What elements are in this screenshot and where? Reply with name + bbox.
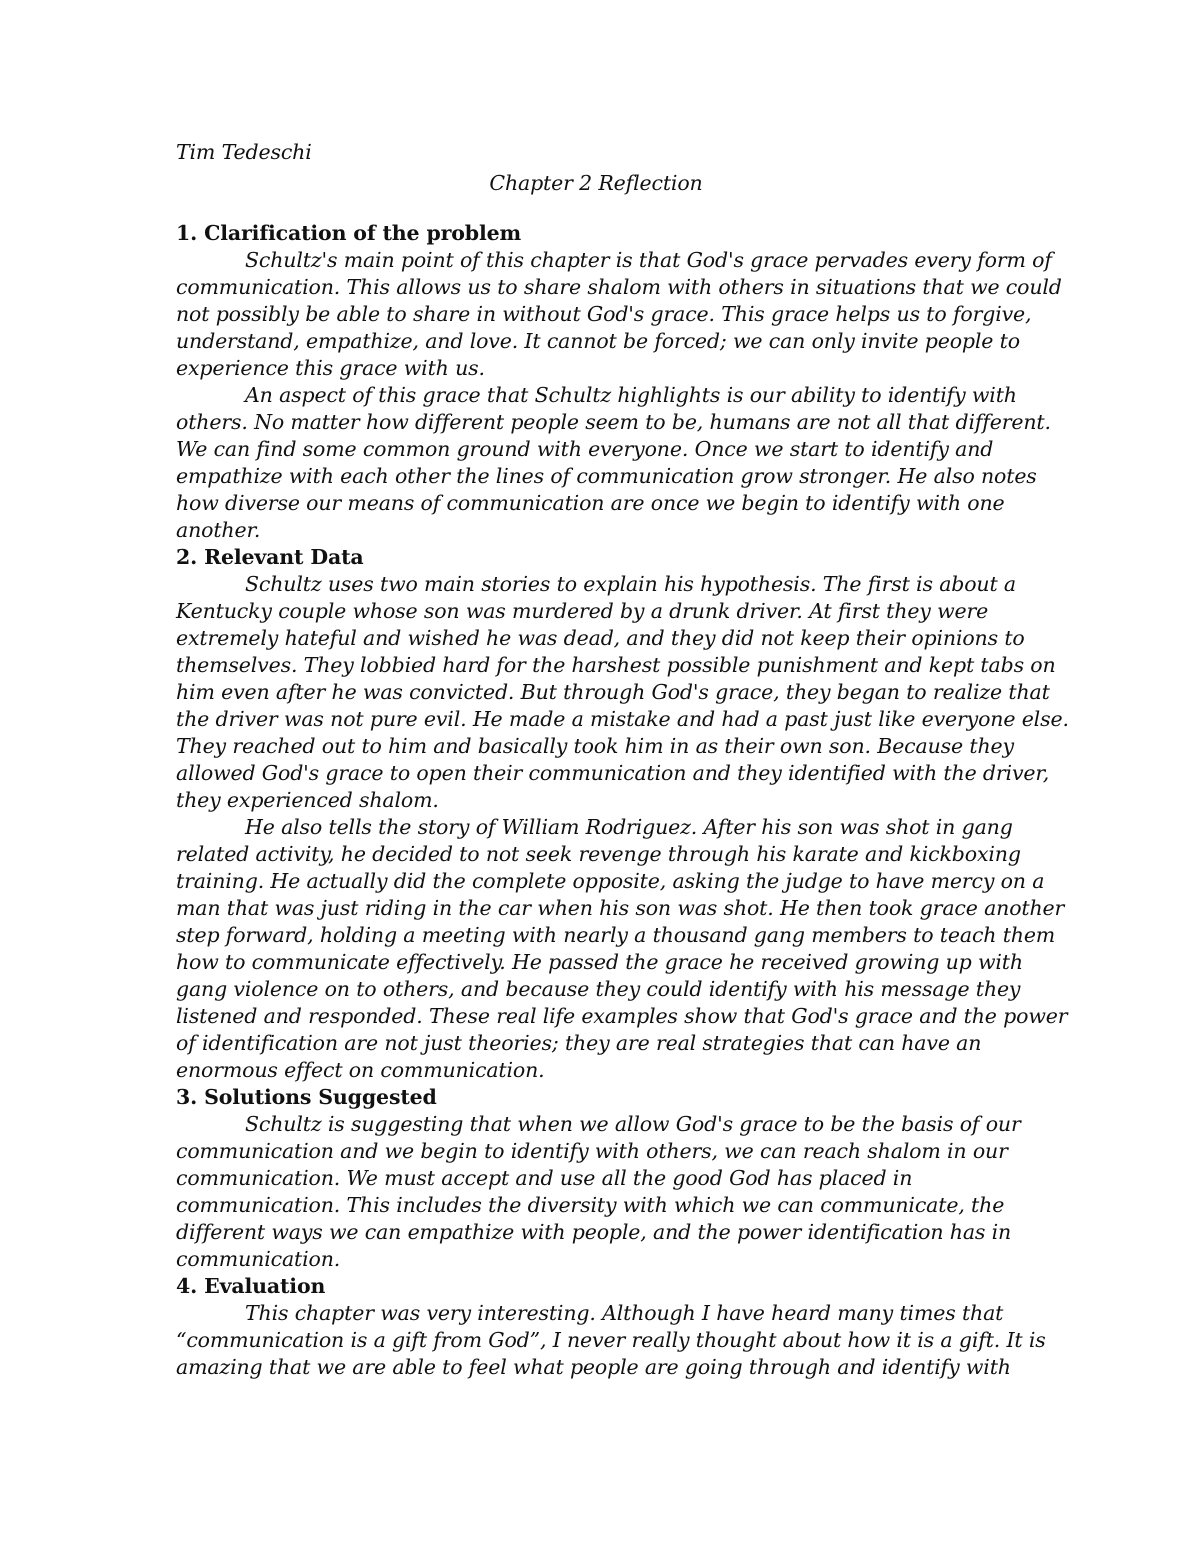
text-line: the driver was not pure evil. He made a mistake and had a past just like everyone else. bbox=[176, 707, 1069, 731]
text-line: of identification are not just theories; they are real strategies that can have an bbox=[176, 1031, 982, 1055]
text-line: We can find some common ground with everyone. Once we start to identify and bbox=[176, 437, 994, 461]
section-heading: 1. Clarification of the problem bbox=[176, 221, 522, 245]
text-line: communication. This includes the diversity with which we can communicate, the bbox=[176, 1193, 1005, 1217]
paragraph bbox=[176, 1300, 1046, 1381]
text-line: communication and we begin to identify with others, we can reach shalom in our bbox=[176, 1139, 1008, 1163]
text-line: how diverse our means of communication are once we begin to identify with one bbox=[176, 491, 1005, 515]
text-line: understand, empathize, and love. It cannot be forced; we can only invite people to bbox=[176, 329, 1020, 353]
text-line: Schultz uses two main stories to explain his hypothesis. The first is about a bbox=[245, 572, 1017, 596]
text-line: “communication is a gift from God”, I never really thought about how it is a gift. It is bbox=[176, 1328, 1046, 1352]
text-line: listened and responded. These real life examples show that God's grace and the power bbox=[176, 1004, 1068, 1028]
text-line: not possibly be able to share in without God's grace. This grace helps us to forgive, bbox=[176, 302, 1032, 326]
text-line: extremely hateful and wished he was dead, and they did not keep their opinions to bbox=[176, 626, 1025, 650]
text-line: Kentucky couple whose son was murdered by a drunk driver. At first they were bbox=[176, 599, 989, 623]
text-line: An aspect of this grace that Schultz highlights is our ability to identify with bbox=[245, 383, 1017, 407]
document-body bbox=[176, 220, 1069, 1381]
text-line: experience this grace with us. bbox=[176, 356, 485, 380]
text-line: He also tells the story of William Rodriguez. After his son was shot in gang bbox=[245, 815, 1013, 839]
section-heading: 3. Solutions Suggested bbox=[176, 1085, 437, 1109]
text-line: communication. bbox=[176, 1247, 341, 1271]
text-line: Schultz is suggesting that when we allow God's grace to be the basis of our bbox=[245, 1112, 1021, 1136]
text-line: communication. This allows us to share shalom with others in situations that we could bbox=[176, 275, 1062, 299]
text-line: allowed God's grace to open their communication and they identified with the driver, bbox=[176, 761, 1050, 785]
text-line: another. bbox=[176, 518, 261, 542]
section-heading: 2. Relevant Data bbox=[176, 545, 364, 569]
paragraph bbox=[176, 814, 1068, 1084]
text-line: This chapter was very interesting. Although I have heard many times that bbox=[245, 1301, 1004, 1325]
text-line: communication. We must accept and use all the good God has placed in bbox=[176, 1166, 913, 1190]
text-line: gang violence on to others, and because they could identify with his message they bbox=[176, 977, 1021, 1001]
paragraph bbox=[176, 247, 1062, 382]
text-line: training. He actually did the complete opposite, asking the judge to have mercy on a bbox=[176, 869, 1045, 893]
text-line: They reached out to him and basically took him in as their own son. Because they bbox=[176, 734, 1014, 758]
document-title: Chapter 2 Reflection bbox=[489, 171, 703, 195]
text-line: how to communicate effectively. He passed the grace he received growing up with bbox=[176, 950, 1023, 974]
text-line: man that was just riding in the car when his son was shot. He then took grace another bbox=[176, 896, 1065, 920]
text-line: enormous effect on communication. bbox=[176, 1058, 545, 1082]
text-line: different ways we can empathize with people, and the power identification has in bbox=[176, 1220, 1012, 1244]
text-line: related activity, he decided to not seek revenge through his karate and kickboxing bbox=[176, 842, 1021, 866]
section-heading: 4. Evaluation bbox=[176, 1274, 326, 1298]
text-line: themselves. They lobbied hard for the harshest possible punishment and kept tabs on bbox=[176, 653, 1056, 677]
text-line: others. No matter how different people seem to be, humans are not all that different. bbox=[176, 410, 1051, 434]
text-line: step forward, holding a meeting with nearly a thousand gang members to teach them bbox=[176, 923, 1056, 947]
paragraph bbox=[176, 382, 1051, 544]
document-page bbox=[176, 139, 1069, 1381]
text-line: amazing that we are able to feel what people are going through and identify with bbox=[176, 1355, 1011, 1379]
paragraph bbox=[176, 1111, 1036, 1273]
text-line: empathize with each other the lines of communication grow stronger. He also notes bbox=[176, 464, 1037, 488]
text-line: they experienced shalom. bbox=[176, 788, 439, 812]
text-line: Schultz's main point of this chapter is that God's grace pervades every form of bbox=[245, 248, 1052, 272]
author-name: Tim Tedeschi bbox=[176, 140, 312, 164]
paragraph bbox=[176, 571, 1069, 814]
text-line: him even after he was convicted. But through God's grace, they began to realize that bbox=[176, 680, 1050, 704]
